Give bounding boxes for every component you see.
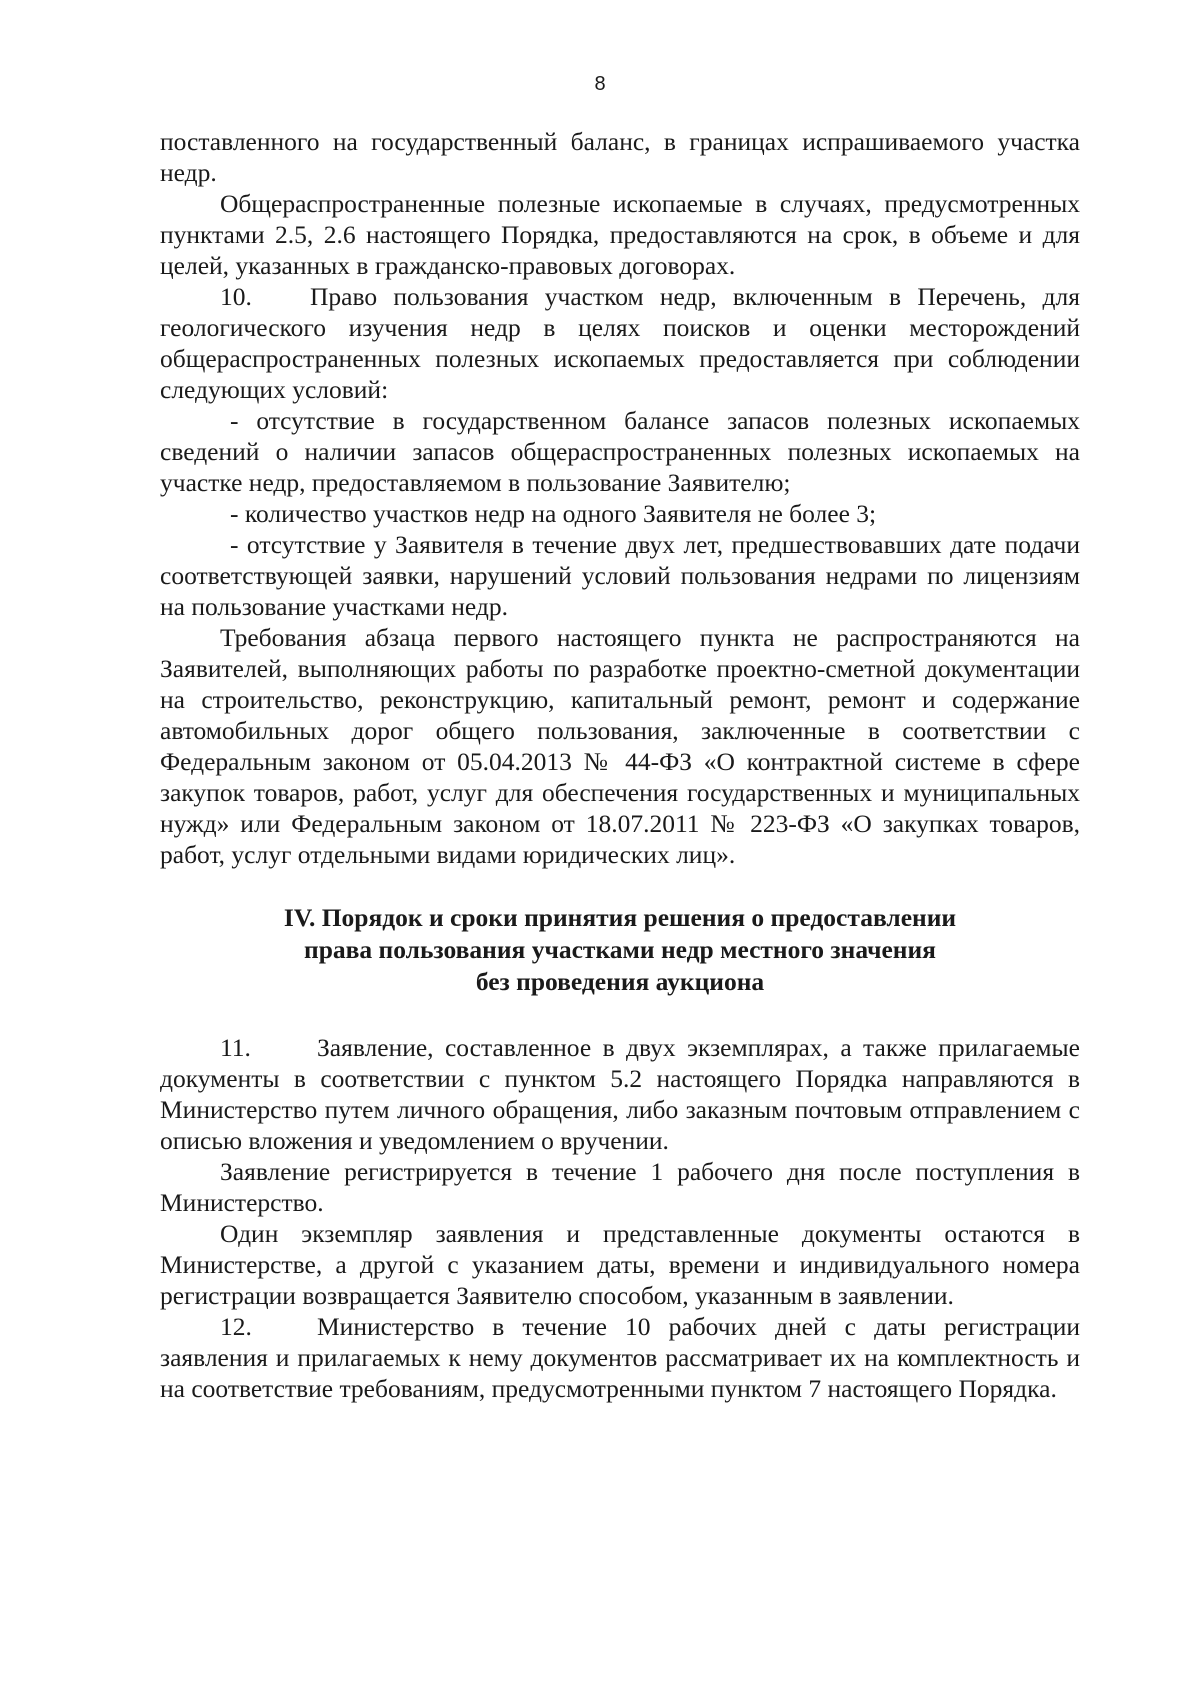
condition-item: - отсутствие у Заявителя в течение двух лет, предшествовавших дате подачи соответствующей заявки, нарушений условий пользования недрами по лицензиям на пользование участками недр. bbox=[160, 530, 1080, 621]
clause-text: Право пользования участком недр, включенным в Перечень, для геологического изучения недр в целях поисков и оценки месторождений общераспространенных полезных ископаемых предоставляется при соблюдении следующих условий: bbox=[160, 282, 1080, 404]
clause-12 bbox=[160, 1311, 1080, 1404]
document-body bbox=[160, 126, 1080, 1404]
clause-text: Министерство в течение 10 рабочих дней с даты регистрации заявления и прилагаемых к нему документов рассматривает их на комплектность и на соответствие требованиям, предусмотренными пунктом 7 настоящего Порядка. bbox=[160, 1312, 1080, 1403]
page-number: 8 bbox=[594, 73, 606, 95]
clause-number: 11. bbox=[220, 1033, 251, 1062]
clause-10 bbox=[160, 281, 1080, 405]
section-heading-line: без проведения аукциона bbox=[475, 967, 765, 996]
clause-11 bbox=[160, 1032, 1080, 1156]
paragraph-registration: Заявление регистрируется в течение 1 рабочего дня после поступления в Министерство. bbox=[160, 1157, 1080, 1217]
condition-item: - отсутствие в государственном балансе запасов полезных ископаемых сведений о наличии запасов общераспространенных полезных ископаемых на участке недр, предоставляемом в пользование Заявителю; bbox=[160, 406, 1080, 497]
clause-text: Заявление, составленное в двух экземплярах, а также прилагаемые документы в соответствии с пунктом 5.2 настоящего Порядка направляются в Министерство путем личного обращения, либо заказным почтовым отправлением с описью вложения и уведомлением о вручении. bbox=[160, 1033, 1080, 1155]
paragraph-copies: Один экземпляр заявления и представленные документы остаются в Министерстве, а другой с указанием даты, времени и индивидуального номера регистрации возвращается Заявителю способом, указанным в заявлении. bbox=[160, 1219, 1080, 1310]
paragraph-common-minerals: Общераспространенные полезные ископаемые в случаях, предусмотренных пунктами 2.5, 2.6 настоящего Порядка, предоставляются на срок, в объеме и для целей, указанных в гражданско-правовых договорах. bbox=[160, 189, 1080, 280]
section-heading-line: IV. Порядок и сроки принятия решения о предоставлении bbox=[283, 903, 957, 932]
section-heading-line: права пользования участками недр местного значения bbox=[304, 935, 936, 964]
clause-number: 10. bbox=[220, 282, 252, 311]
condition-item: - количество участков недр на одного Заявителя не более 3; bbox=[230, 499, 877, 528]
paragraph-exceptions: Требования абзаца первого настоящего пункта не распространяются на Заявителей, выполняющих работы по разработке проектно-сметной документации на строительство, реконструкцию, капитальный ремонт, ремонт и содержание автомобильных дорог общего пользования, заключенные в соответствии с Федеральным законом от 05.04.2013 № 44-ФЗ «О контрактной системе в сфере закупок товаров, работ, услуг для обеспечения государственных и муниципальных нужд» или Федеральным законом от 18.07.2011 № 223-ФЗ «О закупках товаров, работ, услуг отдельными видами юридических лиц». bbox=[160, 623, 1080, 869]
paragraph-continuation: поставленного на государственный баланс, в границах испрашиваемого участка недр. bbox=[160, 127, 1080, 187]
section-heading bbox=[160, 902, 1080, 998]
clause-number: 12. bbox=[220, 1312, 252, 1341]
